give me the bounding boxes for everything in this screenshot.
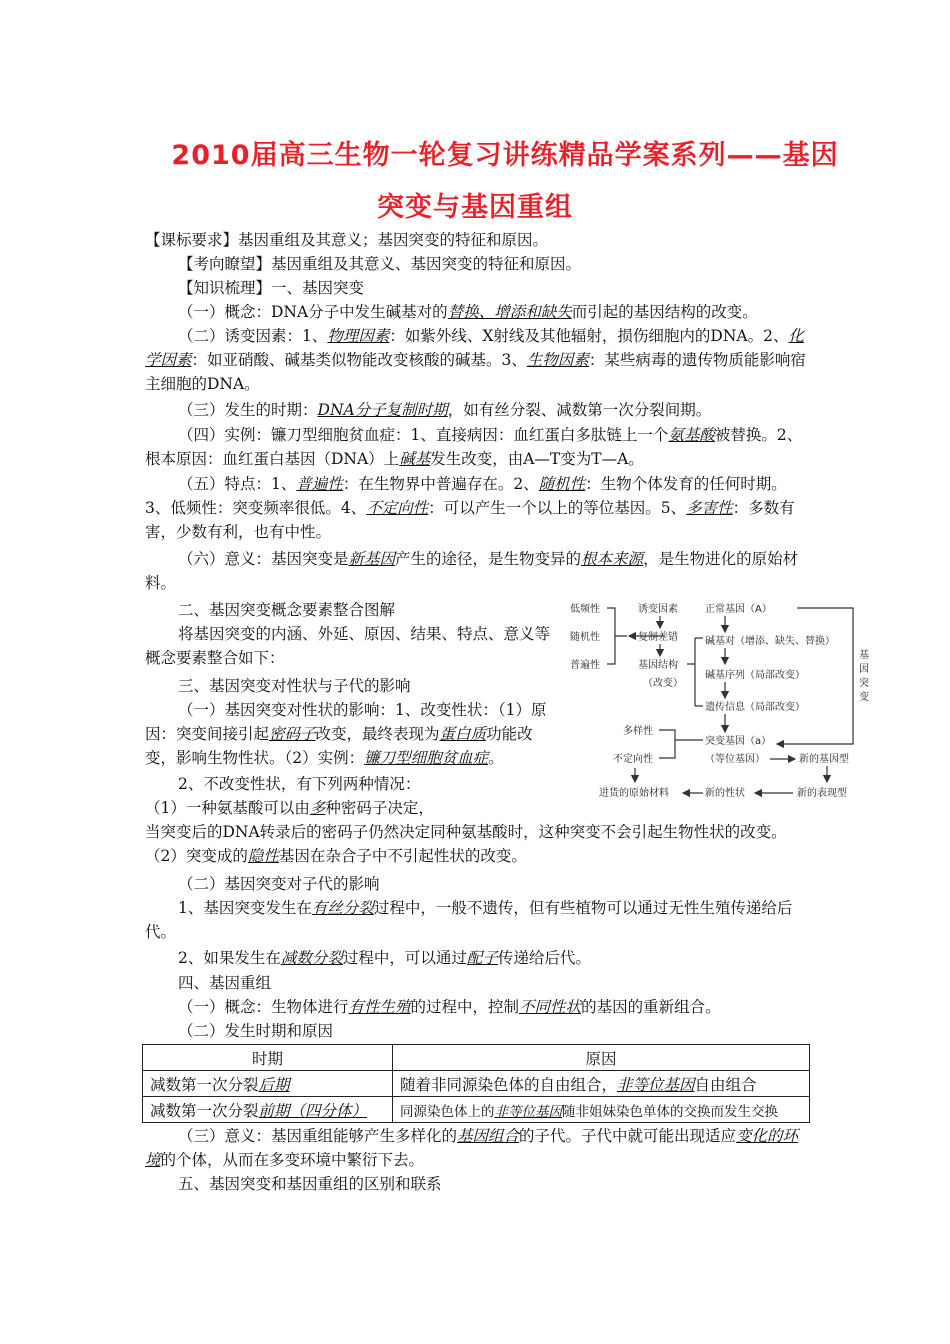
s4-period-heading: （二）发生时期和原因 (178, 1022, 334, 1040)
s1-example: （四）实例：镰刀型细胞贫血症：1、直接病因：血红蛋白多肽链上一个氨基酸被替换。2、根本原因：血红蛋白基因（DNA）上碱基发生改变，由A—T变为T—A。 (145, 426, 803, 468)
label-universal: 普遍性 (570, 660, 600, 671)
table-header-cause: 原因 (393, 1045, 810, 1071)
table-header-period: 时期 (143, 1045, 393, 1071)
label-nondirect: 不定向性 (613, 754, 653, 765)
label-gene-struct: 基因结构 (638, 660, 678, 671)
label-new-genotype: 新的基因型 (799, 754, 849, 765)
side-char: 基 (859, 650, 869, 661)
gene-mutation-diagram (565, 598, 885, 808)
label-base-seq: 碱基序列（局部改变） (705, 670, 805, 681)
label-change: （改变） (643, 678, 683, 689)
table-cell: 同源染色体上的非等位基因随非姐妹染色单体的交换而发生交换 (393, 1097, 810, 1123)
label-random: 随机性 (570, 632, 600, 643)
req-line: 【课标要求】基因重组及其意义；基因突变的特征和原因。 (145, 231, 549, 249)
s3-effect-trait: （一）基因突变对性状的影响：1、改变性状：（1）原因：突变间接引起密码子改变，最终表现为蛋白质功能改变，影响生物性状。（2）实例：镰刀型细胞贫血症。 (145, 701, 547, 767)
table-row (143, 1071, 810, 1097)
label-diversity: 多样性 (623, 726, 653, 737)
table-row (143, 1097, 810, 1123)
s1-factors: （二）诱变因素：1、物理因素：如紫外线、X射线及其他辐射，损伤细胞内的DNA。2、化学因素：如亚硝酸、碱基类似物能改变核酸的碱基。3、生物因素：某些病毒的遗传物质能影响宿主细胞的DNA。 (145, 327, 806, 393)
label-allele: （等位基因） (705, 754, 765, 765)
s4-heading: 四、基因重组 (178, 974, 272, 992)
s5-heading: 五、基因突变和基因重组的区别和联系 (178, 1175, 442, 1193)
table-header-row (143, 1045, 810, 1071)
doc-title-line2: 突变与基因重组 (377, 192, 573, 223)
s1-concept: （一）概念：DNA分子中发生碱基对的替换、增添和缺失而引起的基因结构的改变。 (178, 303, 758, 321)
mutant-bracket (659, 730, 703, 758)
label-new-trait: 新的性状 (705, 788, 745, 799)
s4-meaning: （三）意义：基因重组能够产生多样化的基因组合的子代。子代中就可能出现适应变化的环境的个体，从而在多变环境中繁衍下去。 (145, 1127, 799, 1169)
label-mutant-gene: 突变基因（a） (705, 736, 772, 747)
side-char: 因 (859, 664, 869, 675)
s2-text: 将基因突变的内涵、外延、原因、结果、特点、意义等概念要素整合如下： (145, 625, 551, 667)
struct-bracket (687, 638, 703, 706)
label-base-pair: 碱基对（增添、缺失、替换） (705, 636, 835, 647)
s3-sub2: （二）基因突变对子代的影响 (178, 875, 380, 893)
label-new-phenotype: 新的表现型 (797, 788, 847, 799)
features-bracket (607, 608, 627, 664)
doc-title-line1: 2010届高三生物一轮复习讲练精品学案系列——基因 (171, 140, 839, 171)
label-genetic-info: 遗传信息（局部改变） (705, 702, 805, 713)
table-cell: 减数第一次分裂后期 (143, 1071, 393, 1097)
label-normal-gene: 正常基因（A） (705, 604, 772, 615)
s3-heading: 三、基因突变对性状与子代的影响 (178, 677, 411, 695)
s4-concept: （一）概念：生物体进行有性生殖的过程中，控制不同性状的基因的重新组合。 (178, 998, 721, 1016)
table-cell: 随着非同源染色体的自由组合，非等位基因自由组合 (393, 1071, 810, 1097)
label-evo-material: 进货的原始材料 (599, 788, 669, 799)
exam-line: 【考向瞭望】基因重组及其意义、基因突变的特征和原因。 (178, 255, 582, 273)
label-low-freq: 低频性 (570, 604, 600, 615)
side-char: 变 (859, 692, 869, 703)
s1-meaning: （六）意义：基因突变是新基因产生的途径，是生物变异的根本来源，是生物进化的原始材料。 (145, 550, 799, 592)
s1-period: （三）发生的时期：DNA分子复制时期，如有丝分裂、减数第一次分裂间期。 (178, 401, 712, 419)
side-char: 突 (859, 678, 869, 689)
recombination-table (142, 1044, 810, 1123)
label-induce: 诱变因素 (638, 604, 678, 615)
s3-mitosis: 1、基因突变发生在有丝分裂过程中，一般不遗传，但有些植物可以通过无性生殖传递给后代。 (145, 899, 793, 941)
s3-meiosis: 2、如果发生在减数分裂过程中，可以通过配子传递给后代。 (178, 949, 591, 967)
table-cell: 减数第一次分裂前期（四分体） (143, 1097, 393, 1123)
label-copy-error: 复制差错 (638, 632, 678, 643)
know-line: 【知识梳理】一、基因突变 (178, 279, 365, 297)
s2-heading: 二、基因突变概念要素整合图解 (178, 601, 396, 619)
s3-no-change: 2、不改变性状，有下列两种情况：（1）一种氨基酸可以由多种密码子决定，当突变后的DNA转录后的密码子仍然决定同种氨基酸时，这种突变不会引起生物性状的改变。（2）突变成的隐性基因在杂合子中不引起性状的改变。 (145, 775, 787, 865)
s1-features: （五）特点：1、普遍性：在生物界中普遍存在。2、随机性：生物个体发育的任何时期。3、低频性：突变频率很低。4、不定向性：可以产生一个以上的等位基因。5、多害性：多数有害，少数有利，也有中性。 (145, 475, 795, 541)
